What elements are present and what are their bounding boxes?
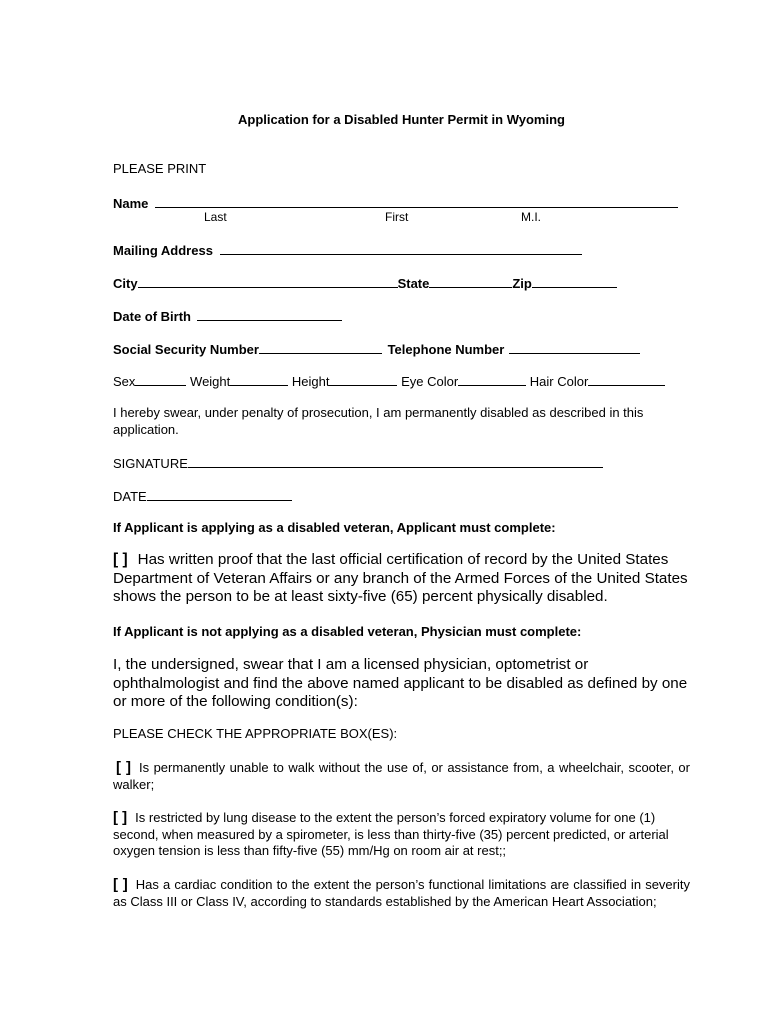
city-field[interactable]	[138, 274, 398, 288]
city-state-zip-row	[113, 274, 617, 292]
hair-color-label: Hair Color	[529, 374, 589, 389]
telephone-label: Telephone Number	[387, 342, 505, 357]
veteran-condition-text: Has written proof that the last official certification of record by the United States Department of Veteran Affairs or any branch of the Armed Forces of the United States shows the person to be at least sixty-five (65) percent physically disabled.	[113, 551, 688, 605]
condition-item	[113, 877, 690, 910]
veteran-heading: If Applicant is applying as a disabled veteran, Applicant must complete:	[113, 520, 556, 535]
veteran-checkbox[interactable]: [ ]	[113, 551, 128, 568]
condition-checkbox[interactable]: [ ]	[113, 876, 128, 893]
height-field[interactable]	[329, 372, 397, 386]
signature-label: SIGNATURE	[113, 456, 188, 471]
physical-details-row	[113, 372, 665, 390]
date-field[interactable]	[147, 487, 292, 501]
height-label: Height	[291, 374, 330, 389]
ssn-phone-row	[113, 340, 640, 358]
condition-text: Has a cardiac condition to the extent the person’s functional limitations are classified in severity as Class III or Class IV, according to standards established by the American Heart Association;	[113, 877, 690, 909]
sex-label: Sex	[113, 374, 136, 389]
check-boxes-heading: PLEASE CHECK THE APPROPRIATE BOX(ES):	[113, 726, 398, 741]
condition-item	[113, 760, 690, 793]
condition-checkbox[interactable]: [ ]	[113, 809, 128, 826]
condition-text: Is restricted by lung disease to the extent the person’s forced expiratory volume for one (1) second, when measured by a spirometer, is less than thirty-five (35) percent predicted, or arterial oxygen tension is less than fifty-five (55) mm/Hg on room air at rest;;	[113, 810, 669, 858]
eye-color-field[interactable]	[458, 372, 526, 386]
swear-statement: I hereby swear, under penalty of prosecution, I am permanently disabled as described in this application.	[113, 405, 644, 437]
eye-color-label: Eye Color	[401, 374, 459, 389]
condition-item	[113, 810, 690, 860]
zip-field[interactable]	[532, 274, 617, 288]
veteran-condition	[113, 551, 693, 607]
name-label: Name	[113, 196, 149, 211]
weight-field[interactable]	[230, 372, 288, 386]
date-row	[113, 487, 292, 505]
ssn-label: Social Security Number	[113, 342, 259, 357]
form-title: Application for a Disabled Hunter Permit in Wyoming	[238, 112, 565, 127]
dob-row	[113, 307, 342, 325]
date-label: DATE	[113, 489, 147, 504]
dob-label: Date of Birth	[113, 309, 191, 324]
mailing-address-row	[113, 241, 582, 259]
telephone-field[interactable]	[509, 340, 640, 354]
sex-field[interactable]	[135, 372, 186, 386]
signature-field[interactable]	[188, 454, 603, 468]
mailing-address-label: Mailing Address	[113, 243, 213, 258]
name-sublabel-last: Last	[204, 210, 227, 224]
physician-heading: If Applicant is not applying as a disabled veteran, Physician must complete:	[113, 624, 582, 639]
dob-field[interactable]	[197, 307, 342, 321]
name-sublabel-mi: M.I.	[521, 210, 541, 224]
zip-label: Zip	[512, 276, 532, 291]
city-label: City	[113, 276, 138, 291]
please-print-label: PLEASE PRINT	[113, 161, 207, 176]
condition-text: Is permanently unable to walk without the use of, or assistance from, a wheelchair, scooter, or walker;	[113, 760, 690, 792]
weight-label: Weight	[190, 374, 231, 389]
condition-checkbox[interactable]: [ ]	[116, 759, 132, 776]
ssn-field[interactable]	[259, 340, 382, 354]
name-field[interactable]	[155, 194, 678, 208]
mailing-address-field[interactable]	[220, 241, 582, 255]
name-sublabel-first: First	[385, 210, 409, 224]
state-field[interactable]	[429, 274, 512, 288]
hair-color-field[interactable]	[588, 372, 665, 386]
state-label: State	[397, 276, 430, 291]
physician-statement: I, the undersigned, swear that I am a licensed physician, optometrist or ophthalmologist and find the above named applicant to be disabled as defined by one or more of the following condition(s):	[113, 656, 688, 710]
signature-row	[113, 454, 603, 472]
